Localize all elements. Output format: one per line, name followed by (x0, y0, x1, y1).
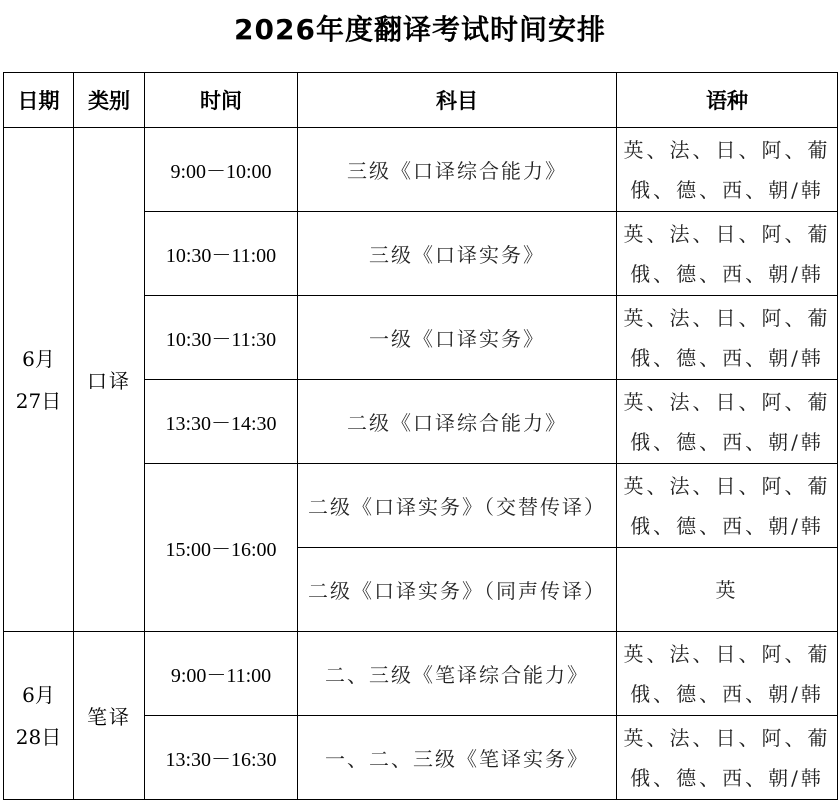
table-row (4, 632, 838, 716)
subject-cell: 三级《口译实务》 (298, 212, 617, 296)
languages-line: 英、法、日、阿、葡 (623, 641, 831, 666)
date-month: 6月 (22, 346, 55, 371)
header-row (4, 73, 838, 128)
languages-cell (617, 128, 838, 212)
languages-line: 英、法、日、阿、葡 (623, 305, 831, 330)
languages-line: 英 (715, 577, 739, 602)
date-cell-jun27 (4, 128, 74, 632)
languages-line: 英、法、日、阿、葡 (623, 221, 831, 246)
subject-cell: 二、三级《笔译综合能力》 (298, 632, 617, 716)
date-day: 28日 (15, 724, 62, 749)
time-cell: 9:00－10:00 (145, 128, 298, 212)
languages-line: 俄、德、西、朝/韩 (630, 429, 824, 454)
schedule-table (3, 72, 838, 800)
time-cell: 15:00－16:00 (145, 464, 298, 632)
header-date: 日期 (4, 73, 74, 128)
subject-cell: 二级《口译实务》（交替传译） (298, 464, 617, 548)
languages-line: 俄、德、西、朝/韩 (630, 765, 824, 790)
languages-line: 俄、德、西、朝/韩 (630, 261, 824, 286)
subject-cell: 三级《口译综合能力》 (298, 128, 617, 212)
date-day: 27日 (15, 388, 62, 413)
header-languages: 语种 (617, 73, 838, 128)
header-subject: 科目 (298, 73, 617, 128)
languages-cell (617, 212, 838, 296)
languages-cell (617, 380, 838, 464)
date-cell-jun28 (4, 632, 74, 800)
time-cell: 13:30－16:30 (145, 716, 298, 800)
subject-cell: 一级《口译实务》 (298, 296, 617, 380)
subject-cell: 二级《口译实务》（同声传译） (298, 548, 617, 632)
category-cell-interpretation: 口译 (74, 128, 145, 632)
subject-cell: 一、二、三级《笔译实务》 (298, 716, 617, 800)
languages-cell (617, 548, 838, 632)
category-cell-translation: 笔译 (74, 632, 145, 800)
time-cell: 10:30－11:30 (145, 296, 298, 380)
time-cell: 13:30－14:30 (145, 380, 298, 464)
languages-line: 俄、德、西、朝/韩 (630, 177, 824, 202)
languages-cell (617, 716, 838, 800)
time-cell: 10:30－11:00 (145, 212, 298, 296)
languages-cell (617, 296, 838, 380)
languages-line: 俄、德、西、朝/韩 (630, 681, 824, 706)
table-row (4, 128, 838, 212)
header-category: 类别 (74, 73, 145, 128)
languages-line: 俄、德、西、朝/韩 (630, 513, 824, 538)
languages-line: 英、法、日、阿、葡 (623, 137, 831, 162)
time-cell: 9:00－11:00 (145, 632, 298, 716)
languages-line: 英、法、日、阿、葡 (623, 725, 831, 750)
languages-line: 俄、德、西、朝/韩 (630, 345, 824, 370)
languages-cell (617, 632, 838, 716)
languages-line: 英、法、日、阿、葡 (623, 473, 831, 498)
date-month: 6月 (22, 682, 55, 707)
languages-line: 英、法、日、阿、葡 (623, 389, 831, 414)
subject-cell: 二级《口译综合能力》 (298, 380, 617, 464)
page-title: 2026年度翻译考试时间安排 (234, 13, 606, 46)
header-time: 时间 (145, 73, 298, 128)
languages-cell (617, 464, 838, 548)
